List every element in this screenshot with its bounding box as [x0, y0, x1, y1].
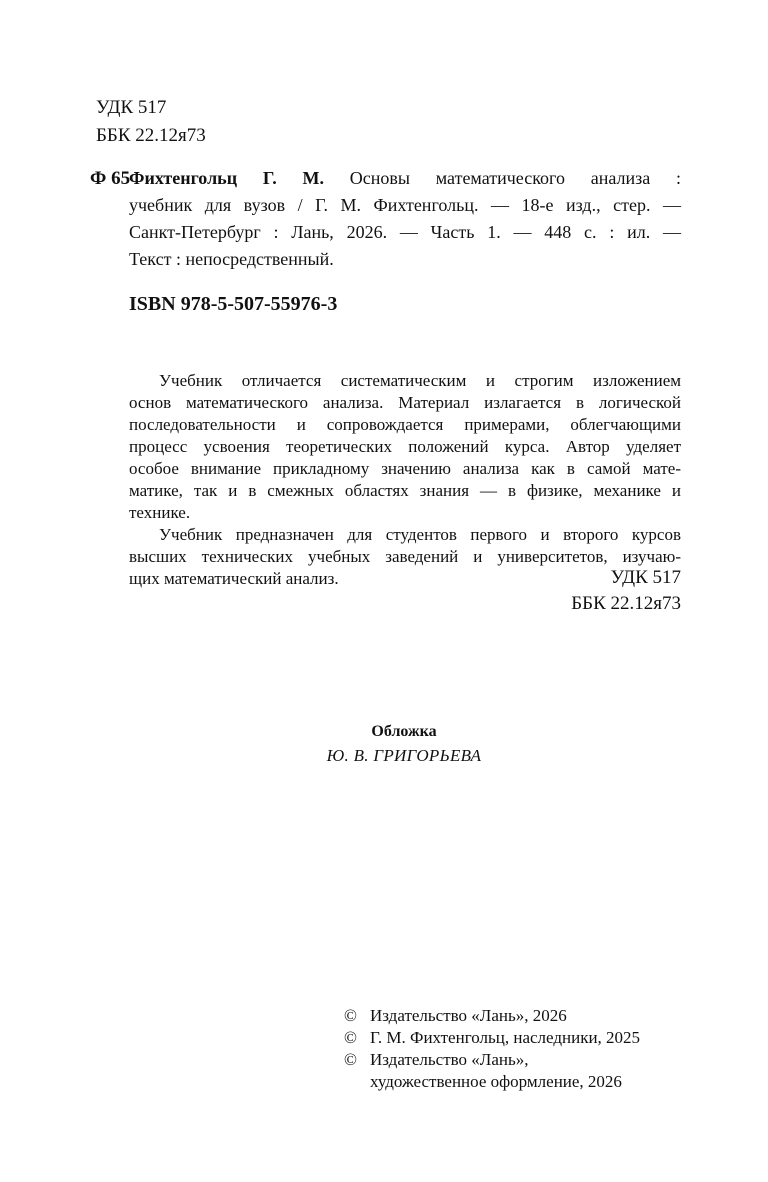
bibliographic-line: Санкт-Петербург : Лань, 2026. — Часть 1. — 448 с. : ил. —: [129, 222, 681, 242]
copyright-text: Издательство «Лань»,: [370, 1050, 529, 1069]
abstract-line: щих математический анализ.: [129, 569, 339, 588]
abstract-line: особое внимание прикладному значению анализа как в самой мате-: [129, 459, 681, 478]
copyright-icon: ©: [344, 1006, 357, 1025]
abstract-line: Учебник отличается систематическим и строгим изложением: [159, 371, 681, 390]
book-title: Основы математического анализа :: [349, 168, 681, 188]
udk-bbk-header: [96, 94, 206, 150]
bbk-code: ББК 22.12я73: [571, 593, 681, 614]
abstract-line: высших технических учебных заведений и университетов, изучаю-: [129, 547, 681, 566]
abstract-line: основ математического анализа. Материал излагается в логической: [129, 393, 681, 412]
copyright-row: [344, 1049, 640, 1071]
bibliographic-entry: [129, 165, 681, 273]
udk-bbk-footer: [571, 565, 681, 617]
copyright-text: Издательство «Лань», 2026: [370, 1006, 567, 1025]
cover-designer: Ю. В. ГРИГОРЬЕВА: [326, 746, 482, 765]
bibliographic-line: Текст : непосредственный.: [129, 249, 334, 269]
bbk-code: ББК 22.12я73: [96, 125, 206, 146]
copyright-text: художественное оформление, 2026: [370, 1072, 622, 1091]
bibliographic-line: учебник для вузов / Г. М. Фихтенгольц. — 18-е изд., стер. —: [129, 195, 681, 215]
copyright-row: [344, 1005, 640, 1027]
copyright-row: [344, 1027, 640, 1049]
abstract: [129, 370, 681, 590]
abstract-line: матике, так и в смежных областях знания — в физике, механике и: [129, 481, 681, 500]
bibliographic-line: [129, 165, 681, 192]
udk-code: УДК 517: [610, 567, 681, 588]
copyright-block: [344, 1005, 640, 1093]
abstract-line: Учебник предназначен для студентов первого и второго курсов: [159, 525, 681, 544]
copyright-icon: ©: [344, 1028, 357, 1047]
abstract-line: последовательности и сопровождается примерами, облегчающими: [129, 415, 681, 434]
isbn: ISBN 978-5-507-55976-3: [129, 293, 338, 315]
cover-credit: [0, 720, 768, 768]
cover-label: Обложка: [371, 723, 437, 740]
copyright-text: Г. М. Фихтенгольц, наследники, 2025: [370, 1028, 641, 1047]
copyright-row: [344, 1071, 640, 1093]
copyright-icon: ©: [344, 1050, 357, 1069]
udk-code: УДК 517: [96, 97, 167, 118]
abstract-line: технике.: [129, 503, 191, 522]
abstract-line: процесс усвоения теоретических положений курса. Автор уделяет: [129, 437, 681, 456]
author-mark-code: Ф 65: [90, 168, 131, 189]
author-name: Фихтенгольц Г. М.: [129, 168, 325, 188]
